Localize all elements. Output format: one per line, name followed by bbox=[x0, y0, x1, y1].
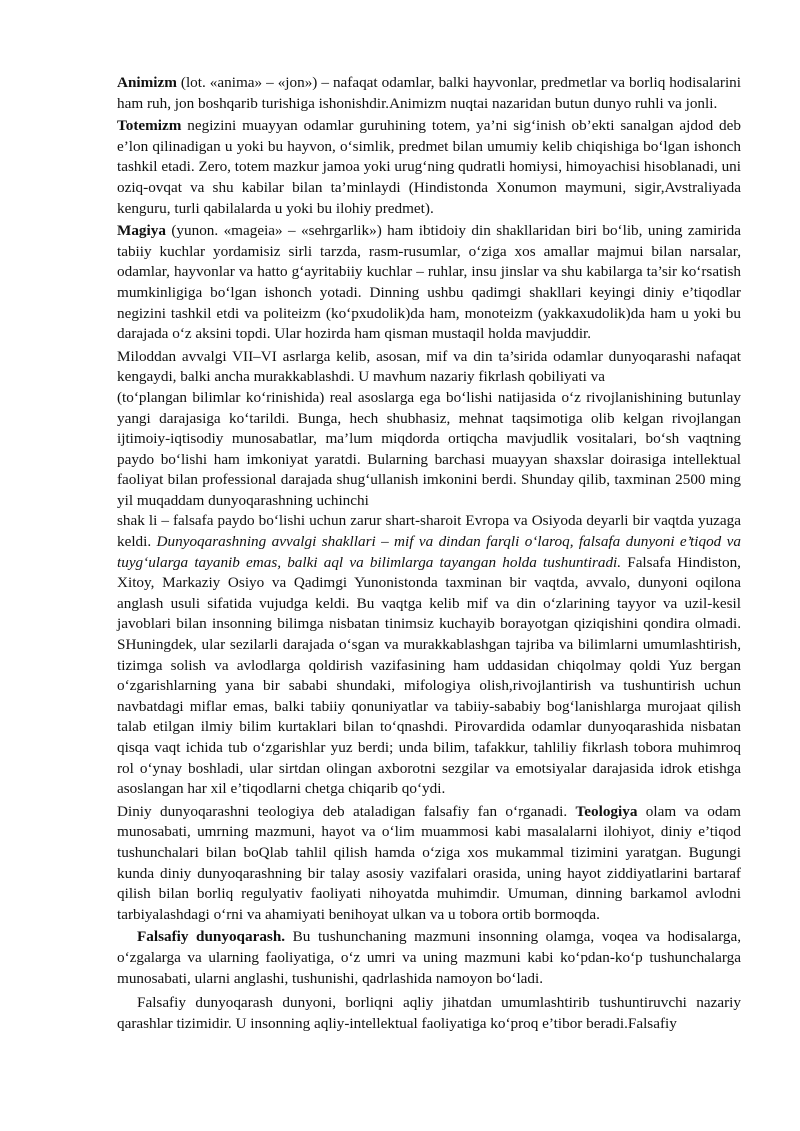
paragraph-text: Miloddan avvalgi VII–VI asrlarga kelib, asosan, mif va din ta’sirida odamlar dunyoqarashi nafaqat kengaydi, balki ancha murakkablashdi. U mavhum nazariy fikrlash qobiliyati va bbox=[117, 347, 741, 386]
paragraph-totemizm bbox=[117, 116, 741, 219]
italic-definition: Dunyoqarashning avvalgi shakllari – mif va dindan farqli o‘laroq, falsafa dunyoni e’tiqod va tuyg‘ularga tayanib emas, balki aql va bilimlarga tayangan holda tushuntiradi. bbox=[117, 533, 741, 571]
paragraph-text: negizini muayyan odamlar guruhining totem, ya’ni sig‘inish ob’ekti sanalgan ajdod deb e’lon qilinadigan u yoki bu hayvon, o‘simlik, predmet bilan umumiy kelib chiqishiga bo‘lgan ishonch tashkil etadi. Zero, totem mazkur jamoa yoki urug‘ning qudratli homiysi, himoyachisi hisoblanadi, uni oziq-ovqat va shu kabilar bilan ta’minlaydi (Hindistonda Xonumon maymuni, sigir,Avstraliyada kenguru, turli qabilalarda u yoki bu ilohiy predmet). bbox=[117, 117, 741, 217]
term-falsafiy-dunyoqarash: Falsafiy dunyoqarash. bbox=[137, 928, 286, 946]
paragraph-text: (yunon. «mageia» – «sehrgarlik») ham ibtidoiy din shakllaridan biri bo‘lib, uning zamirida tabiiy kuchlar yordamisiz sirli tarzda, rasm-rusumlar, o‘ziga xos amallar majmui bilan narsalar, odamlar, hayvonlar va hatto g‘ayritabiiy kuchlar – ruhlar, insu jinslar va shu kabilarga ta’sir ko‘rsatish mumkinligiga bo‘lgan ishonch yotadi. Dinning ushbu qadimgi shakllari keyingi diniy e’tiqodlar negizini tashkil etdi va politeizm (ko‘pxudolik)da ham, monoteizm (yakkaxudolik)da ham u yoki bu darajada o‘z aksini topdi. Ular hozirda ham qisman mustaqil holda mavjuddir. bbox=[117, 222, 741, 343]
paragraph-animizm bbox=[117, 73, 741, 114]
paragraph-miloddan-3 bbox=[117, 511, 741, 799]
paragraph-text: Falsafa Hindiston, Xitoy, Markaziy Osiyo va Qadimgi Yunonistonda taxminan bir vaqtda, avvalo, dunyoni oqilona anglash usuli sifatida vujudga keldi. Bu vaqtga kelib mif va din o‘zlarining tayyor va uzil-kesil javoblari bilan insonning bilimga nisbatan tinimsiz kuchayib borayotgan qiziqishini qondira olmadi. SHuningdek, ular sezilarli darajada o‘sgan va murakkablashgan tajriba va bilimlarni umumlashtirish, tizimga solish va avlodlarga qoldirish vazifasining ham uddasidan chiqolmay qoldi Yuz bergan o‘zgarishlarning yana bir sababi shundaki, mifologiya olish,rivojlantirish va tushuntirish uchun navbatdagi miflar emas, balki tabiiy qonuniyatlar va tabiiy-sababiy bog‘lanishlarga murojaat qilish talab etilgan ilmiy bilim kurtaklari bilan to‘qnashdi. Pirovardida odamlar dunyoqarashida nisbatan qisqa vaqt ichida tub o‘zgarishlar yuz berdi; unda bilim, tafakkur, tahliliy fikrlash tobora muhimroq rol o‘ynay boshladi, ular sirtdan olingan axborotni sezgilar va emotsiyalar darajasida idrok etishga asoslangan har xil e’tiqodlarni chetga chiqarib qo‘ydi. bbox=[117, 553, 741, 798]
paragraph-miloddan-1 bbox=[117, 347, 741, 388]
paragraph-falsafiy-1 bbox=[117, 927, 741, 989]
paragraph-magiya bbox=[117, 221, 741, 345]
paragraph-text: Diniy dunyoqarashni teologiya deb ataladigan falsafiy fan o‘rganadi. bbox=[117, 802, 576, 820]
term-animizm: Animizm bbox=[117, 74, 177, 91]
paragraph-text: shak li – falsafa paydo bo‘lishi uchun zarur shart-sharoit Evropa va Osiyoda deyarli bir vaqtda yuzaga keldi. bbox=[117, 512, 741, 551]
paragraph-text: Falsafiy dunyoqarash dunyoni, borliqni aqliy jihatdan umumlashtirib tushuntiruvchi nazariy qarashlar tizimidir. U insonning aqliy-intellektual faoliyatiga ko‘proq e’tibor beradi.Falsafiy bbox=[117, 994, 741, 1032]
term-totemizm: Totemizm bbox=[117, 117, 182, 135]
document-page bbox=[117, 73, 741, 1034]
paragraph-text: (to‘plangan bilimlar ko‘rinishida) real asoslarga ega bo‘lishi natijasida o‘z rivojlanishining butunlay yangi darajasiga ko‘tarildi. Bunga, hech shubhasiz, mehnat taqsimotiga olib kelgan rivojlangan ijtimoiy-iqtisodiy munosabatlar, ma’lum miqdorda ortiqcha mavjudlik vositalari, bo‘sh vaqtning paydo bo‘lishi ham imkoniyat yaratdi. Bularning barchasi muayyan shaxslar doirasiga intellektual faoliyat bilan professional darajada shug‘ullanish imkonini berdi. Shunday qilib, taxminan 2500 ming yil muqaddam dunyoqarashning uchinchi bbox=[117, 388, 741, 509]
paragraph-falsafiy-2 bbox=[117, 993, 741, 1034]
paragraph-text: Bu tushunchaning mazmuni insonning olamga, voqea va hodisalarga, o‘zgalarga va ularning faoliyatiga, o‘z umri va uning mazmuni kabi ko‘pdan-ko‘p tushunchalarga munosabati, ularni anglashi, tushunishi, qadrlashida namoyon bo‘ladi. bbox=[117, 928, 741, 987]
term-magiya: Magiya bbox=[117, 222, 166, 240]
paragraph-miloddan-2 bbox=[117, 388, 741, 512]
paragraph-text: olam va odam munosabati, umrning mazmuni, hayot va o‘lim muammosi kabi masalalarni ilohiyot, diniy e’tiqod tushunchalari bilan boQlab tahlil qilish hamda o‘ziga xos mukammal tizimini yaratgan. Bugungi kunda diniy dunyoqarashning bir talay asosiy vazifalari orasida, uning hayot ziddiyatlarini bartaraf qilish bilan borliq regulyativ faoliyati nihoyatda muhimdir. Umuman, dinning barkamol avlodni tarbiyalashdagi o‘rni va ahamiyati benihoyat ulkan va u tobora ortib bormoqda. bbox=[117, 802, 741, 923]
term-teologiya: Teologiya bbox=[575, 802, 638, 820]
paragraph-text: (lot. «anima» – «jon») – nafaqat odamlar, balki hayvonlar, predmetlar va borliq hodisalarini ham ruh, jon boshqarib turishiga ishonishdir.Animizm nuqtai nazaridan butun dunyo ruhli va jonli. bbox=[117, 74, 741, 112]
paragraph-teologiya bbox=[117, 802, 741, 926]
